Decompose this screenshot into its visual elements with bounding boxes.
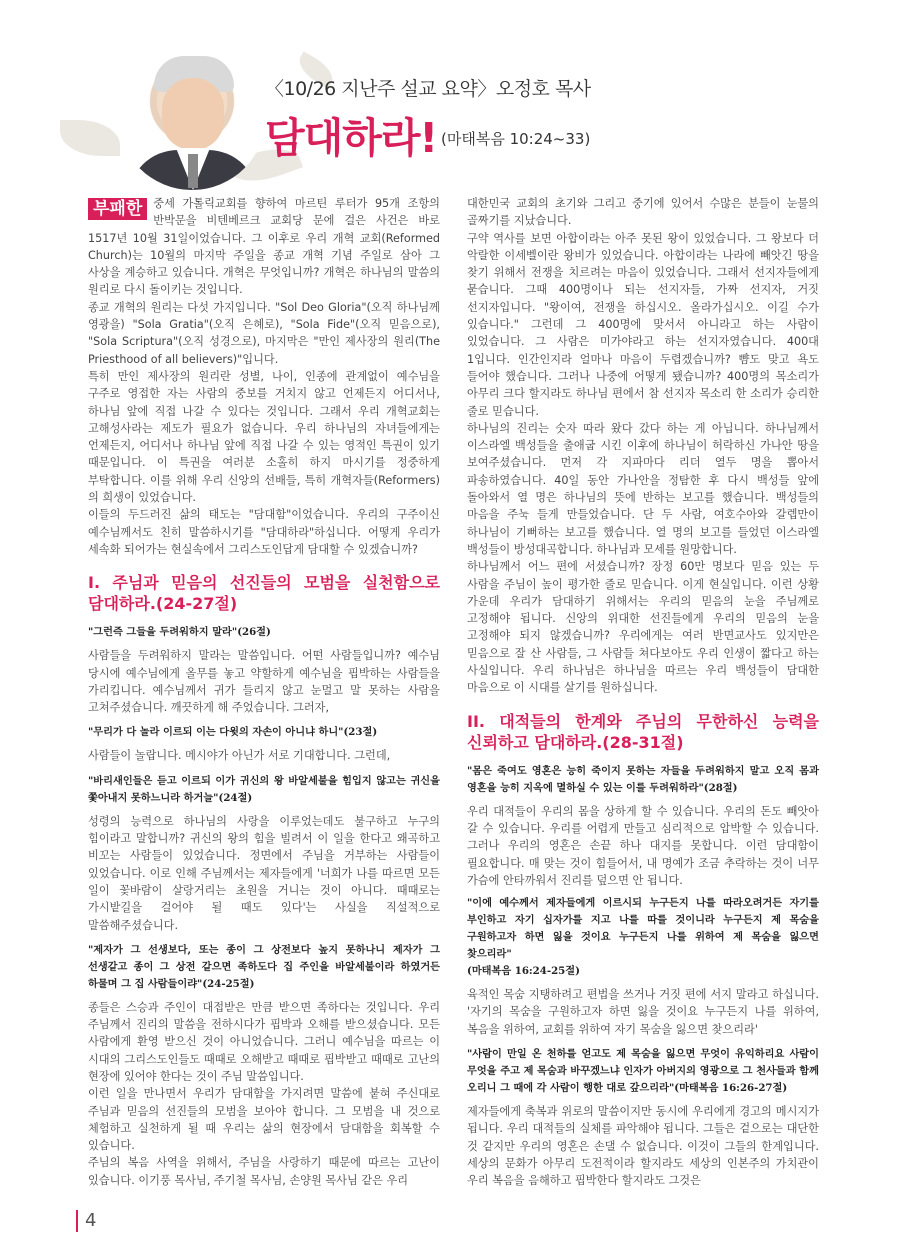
body-paragraph: 부패한 중세 가톨릭교회를 향하여 마르틴 루터가 95개 조항의 반박문을 비텐베르크 교회당 문에 걸은 사건은 바로 1517년 10월 31일이었습니다. 그 이후로 우리 개혁 교회(Reformed Church)는 10월의 마지막 주일을 종교 개혁 기념 주일로 삼아 그 사상을 계승하고 있습니다. 개혁은 무엇입니까? 개혁은 하나님의 말씀의 원리로 다시 돌이키는 것입니다.: [88, 197, 440, 297]
scripture-quote: "몸은 죽여도 영혼은 능히 죽이지 못하는 자들을 두려워하지 말고 오직 몸과 영혼을 능히 지옥에 멸하실 수 있는 이를 두려워하라"(28절): [467, 764, 819, 794]
body-paragraph: 사람들이 놀랍니다. 메시야가 아닌가 서로 기대합니다. 그런데,: [88, 749, 391, 763]
page-number: 4: [85, 1210, 97, 1231]
body-paragraph: 종들은 스승과 주인이 대접받은 만큼 받으면 족하다는 것입니다. 우리 주님께서 진리의 말씀을 전하시다가 핍박과 오해를 받으셨습니다. 모든 사람에게 환영 받으신 것이 아니었습니다. 그러니 예수님을 따르는 이 시대의 그리스도인들도 때때로 오해받고 때때로 핍박받고 때때로 고난의 현장에 있어야 한다는 것이 주님 말씀입니다.: [88, 1000, 440, 1083]
scripture-quote: "사람이 만일 온 천하를 얻고도 제 목숨을 잃으면 무엇이 유익하리요 사람이 무엇을 주고 제 목숨과 바꾸겠느냐 인자가 아버지의 영광으로 그 천사들과 함께 오리니 그 때에 각 사람이 행한 대로 갚으리라"(마태복음 16:26-27절): [467, 1047, 819, 1094]
scripture-quote: "이에 예수께서 제자들에게 이르시되 누구든지 나를 따라오려거든 자기를 부인하고 자기 십자가를 지고 나를 따를 것이니라 누구든지 제 목숨을 구원하고자 하면 잃을 것이요 누구든지 나를 위하여 제 목숨을 잃으면 찾으리라" (마태복음 16:24-25절): [467, 897, 819, 978]
body-paragraph: 사람들을 두려워하지 말라는 말씀입니다. 어떤 사람들입니까? 예수님 당시에 예수님에게 올무를 놓고 약할하게 예수님을 핍박하는 사람들을 가리킵니다. 예수님께서 귀가 들리지 않고 눈멀고 말 못하는 사람을 고쳐주셨습니다. 깨끗하게 해 주었습니다. 그러자,: [88, 649, 440, 715]
sermon-title: 담대하라!: [265, 114, 438, 162]
pastor-photo: [118, 42, 266, 190]
scripture-quote-ref: (마태복음 16:24-25절): [467, 965, 580, 978]
left-column: [88, 195, 440, 1189]
body-paragraph: 이들의 두드러진 삶의 태도는 "담대함"이었습니다. 우리의 구주이신 예수님께서도 친히 말씀하시기를 "담대하라"하십니다. 어떻게 우리가 세속화 되어가는 현실속에서 그리스도인답게 담대할 수 있겠습니까?: [88, 508, 440, 556]
scripture-quote: "제자가 그 선생보다, 또는 종이 그 상전보다 높지 못하나니 제자가 그 선생같고 종이 그 상전 같으면 족하도다 집 주인을 바알세불이라 하였거든 하물며 그 집 사람들이랴"(24-25절): [88, 943, 440, 990]
body-paragraph: 하나님께서 어느 편에 서셨습니까? 장정 60만 명보다 믿음 있는 두 사람을 주님이 높이 평가한 줄로 믿습니다. 이게 현실입니다. 이런 상황 가운데 우리가 담대하기 위해서는 우리의 믿음의 눈을 주님께로 고정해야 됩니다. 신앙의 위대한 선진들에게 우리의 믿음의 눈을 고정해야 되지 않겠습니까? 우리에게는 여러 반면교사도 있지만은 믿음으로 잘 산 사람들, 그 사람들 쳐다보아도 우리 인생이 짧다고 하는 사실입니다. 우리 하나님은 하나님을 따르는 우리 백성들이 담대한 마음으로 이 시대를 살기를 원하십니다.: [467, 560, 819, 695]
body-paragraph: 대한민국 교회의 초기와 그리고 중기에 있어서 수많은 분들이 눈물의 골짜기를 지났습니다.: [467, 197, 819, 228]
body-paragraph: 육적인 목숨 지탱하려고 편법을 쓰거나 거짓 편에 서지 말라고 하십니다. '자기의 목숨을 구원하고자 하면 잃을 것이요 누구든지 나를 위하여, 복음을 위하여, 교회를 위하여 자기 목숨을 잃으면 찾으리라': [467, 988, 819, 1036]
page-number-bar: [76, 1210, 78, 1232]
scripture-quote: "그런즉 그들을 두려워하지 말라"(26절): [88, 626, 271, 639]
body-paragraph: 종교 개혁의 원리는 다섯 가지입니다. "Sol Deo Gloria"(오직 하나님께 영광을) "Sola Gratia"(오직 은혜로), "Sola Fide"(오직 믿음으로), "Sola Scriptura"(오직 성경으로), 마지막은 "만인 제사장의 원리(The Priesthood of all believers)"입니다.: [88, 300, 440, 366]
body-paragraph: 이런 일을 만나면서 우리가 담대함을 가지려면 말씀에 붙혀 주신대로 주님과 믿음의 선진들의 모범을 보아야 합니다. 그 모범을 내 것으로 체험하고 실천하게 될 때 우리는 삶의 현장에서 담대함을 회복할 수 있습니다.: [88, 1087, 440, 1153]
body-paragraph: 구약 역사를 보면 아합이라는 아주 못된 왕이 있었습니다. 그 왕보다 더 악랄한 이세벨이란 왕비가 있었습니다. 아합이라는 나라에 빼앗긴 땅을 찾기 위해서 전쟁을 치르려는 마음이 있었습니다. 그래서 선지자들에게 묻습니다. 그때 400명이나 되는 선지자들, 가짜 선지자, 거짓 선지자입니다. "왕이여, 전쟁을 하십시오. 올라가십시오. 이길 수가 있습니다." 그런데 그 400명에 맞서서 아니라고 하는 사람이 있었습니다. 그 사람은 미가야라고 하는 선지자였습니다. 400대 1입니다. 인간인지라 얼마나 마음이 두렵겠습니까? 뺨도 맞고 욕도 들어야 했습니다. 그러나 나중에 어떻게 됐습니까? 400명의 목소리가 아무리 크다 할지라도 하나님 편에서 참 선지자 목소리 한 소리가 승리한 줄로 믿습니다.: [467, 231, 819, 418]
sermon-subtitle: 〈10/26 지난주 설교 요약〉오정호 목사: [265, 78, 591, 100]
section-heading-2: II. 대적들의 한계와 주님의 무한하신 능력을 신뢰하고 담대하라.(28-31절): [467, 711, 819, 752]
sermon-header: [0, 0, 900, 190]
right-column: [467, 195, 819, 1189]
body-paragraph: 성령의 능력으로 하나님의 사랑을 이루었는데도 불구하고 누구의 힘이라고 말합니까? 귀신의 왕의 힘을 빌려서 이 일을 한다고 왜곡하고 비꼬는 사람들이 있었습니다. 정면에서 주님을 거부하는 사람들이 있었습니다. 이로 인해 주님께서는 제자들에게 '너희가 나를 따르면 모든 일이 꽃바람이 살랑거리는 초원을 거니는 것이 아니다. 때때로는 가시밭길을 걸어야 될 때도 있다'는 사실을 직설적으로 말씀해주셨습니다.: [88, 814, 440, 932]
scripture-reference: (마태복음 10:24~33): [441, 130, 591, 148]
body-paragraph: 제자들에게 축복과 위로의 말씀이지만 동시에 우리에게 경고의 메시지가 됩니다. 우리 대적들의 실체를 파악해야 됩니다. 그들은 겉으로는 대단한 것 같지만 우리의 영혼은 손댈 수 없습니다. 이것이 그들의 한계입니다. 세상의 문화가 아무리 도전적이라 할지라도 세상의 인본주의 가치관이 우리 복음을 음해하고 핍박한다 할지라도 그것은: [467, 1104, 819, 1188]
drop-cap: 부패한: [88, 198, 147, 220]
leaf-decoration: [60, 120, 120, 156]
body-paragraph: 우리 대적들이 우리의 몸을 상하게 할 수 있습니다. 우리의 돈도 빼앗아 갈 수 있습니다. 우리를 어렵게 만들고 심리적으로 압박할 수 있습니다. 그러나 우리의 영혼은 손끝 하나 대지를 못합니다. 이런 담대함이 필요합니다. 매 맞는 것이 힘들어서, 내 명예가 조금 추락하는 것이 너무 가슴에 안타까워서 진리를 덮으면 안 됩니다.: [467, 804, 819, 887]
scripture-quote: "무리가 다 놀라 이르되 이는 다윗의 자손이 아니냐 하니"(23절): [88, 726, 378, 739]
body-paragraph: 하나님의 진리는 숫자 따라 왔다 갔다 하는 게 아닙니다. 하나님께서 이스라엘 백성들을 출애굽 시킨 이후에 하나님이 허락하신 가나안 땅을 보여주셨습니다. 먼저 각 지파마다 리더 열두 명을 뽑아서 파송하였습니다. 40일 동안 가나안을 정탐한 후 다시 백성들 앞에 돌아와서 열 명은 하나님의 뜻에 반하는 보고를 했습니다. 백성들의 마음을 주눅 들게 만들었습니다. 단 두 사람, 여호수아와 갈렙만이 하나님이 기뻐하는 보고를 했습니다. 열 명의 보고를 들었던 이스라엘 백성들이 방성대곡합니다. 하나님과 모세를 원망합니다.: [467, 421, 819, 556]
body-paragraph: 주님의 복음 사역을 위해서, 주님을 사랑하기 때문에 따르는 고난이 있습니다. 이기풍 목사님, 주기철 목사님, 손양원 목사님 같은 우리: [88, 1156, 440, 1187]
section-heading-1: I. 주님과 믿음의 선진들의 모범을 실천함으로 담대하라.(24-27절): [88, 573, 440, 614]
body-paragraph: 특히 만인 제사장의 원리란 성별, 나이, 인종에 관계없이 예수님을 구주로 영접한 자는 사람의 중보를 거치지 않고 언제든지 어디서나, 하나님 앞에 직접 나갈 수 있다는 것입니다. 그래서 우리 개혁교회는 고해성사라는 제도가 필요가 없습니다. 우리 하나님의 자녀들에게는 언제든지, 어디서나 하나님 앞에 직접 나갈 수 있는 영적인 특권이 있기 때문입니다. 이 특권을 여러분 소홀히 하지 마시기를 정중하게 부탁합니다. 이를 위해 우리 신앙의 선배들, 특히 개혁자들(Reformers)의 희생이 있었습니다.: [88, 369, 440, 505]
scripture-quote: "바리새인들은 듣고 이르되 이가 귀신의 왕 바알세불을 힘입지 않고는 귀신을 쫓아내지 못하느니라 하거늘"(24절): [88, 774, 440, 804]
